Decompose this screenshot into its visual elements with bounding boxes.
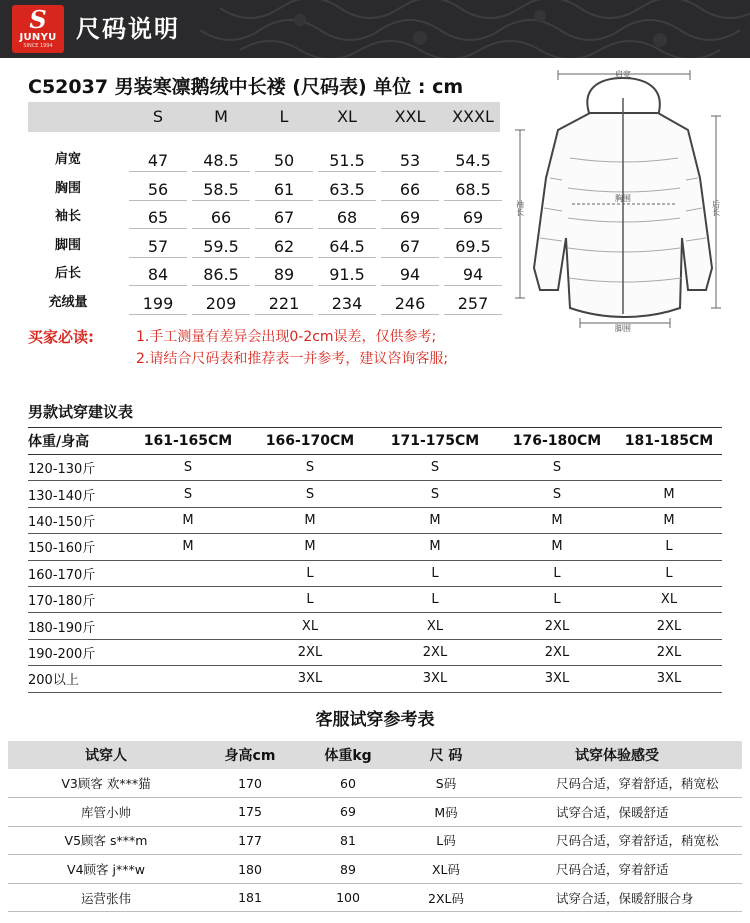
- recommend-row: [28, 666, 722, 692]
- recommend-size-cell: L: [616, 560, 722, 586]
- recommend-row: [28, 534, 722, 560]
- recommend-weight-cell: 160-170斤: [28, 560, 128, 586]
- size-value: 234: [312, 289, 382, 317]
- size-row: [28, 203, 500, 231]
- size-value: 94: [375, 260, 445, 288]
- size-header-cell: M: [214, 107, 228, 126]
- recommend-size-cell: 3XL: [616, 666, 722, 692]
- brand-logo: [12, 5, 64, 53]
- size-value: 53: [375, 146, 445, 174]
- size-header-cell: XL: [337, 107, 357, 126]
- recommend-size-cell: M: [498, 534, 616, 560]
- service-header-row: [8, 741, 742, 769]
- service-cell: 60: [296, 769, 400, 798]
- recommend-row: [28, 639, 722, 665]
- recommend-size-cell: M: [128, 534, 248, 560]
- notice-line-1: 1.手工测量有差异会出现0-2cm误差，仅供参考;: [136, 329, 437, 345]
- size-value: 69: [438, 203, 508, 231]
- size-value: 50: [249, 146, 319, 174]
- service-cell: 尺码合适，穿着舒适，稍宽松: [492, 826, 742, 855]
- size-value: 68: [312, 203, 382, 231]
- size-value: 68.5: [438, 175, 508, 203]
- notice-label: 买家必读:: [28, 328, 94, 346]
- recommend-size-cell: S: [498, 481, 616, 507]
- recommend-size-cell: S: [372, 455, 498, 481]
- recommend-size-cell: L: [248, 586, 372, 612]
- size-value: 56: [123, 175, 193, 203]
- recommend-weight-cell: 180-190斤: [28, 613, 128, 639]
- size-row-label: 脚围: [54, 237, 81, 253]
- recommend-size-cell: 2XL: [616, 639, 722, 665]
- size-value: 84: [123, 260, 193, 288]
- size-value: 63.5: [312, 175, 382, 203]
- recommend-size-cell: 3XL: [498, 666, 616, 692]
- service-row: [8, 769, 742, 798]
- size-value: 94: [438, 260, 508, 288]
- size-value: 51.5: [312, 146, 382, 174]
- service-header-cell: 试穿体验感受: [492, 741, 742, 769]
- recommend-size-cell: XL: [372, 613, 498, 639]
- size-row-label: 充绒量: [48, 295, 88, 310]
- size-header-cell: L: [279, 107, 289, 126]
- service-cell: 177: [204, 826, 296, 855]
- product-size-title: C52037 男装寒凛鹅绒中长褛 (尺码表) 单位 : cm: [28, 76, 464, 98]
- service-cell: 69: [296, 798, 400, 827]
- service-cell: 库管小帅: [8, 798, 204, 827]
- size-row: [28, 175, 500, 203]
- service-row: [8, 826, 742, 855]
- size-value: 209: [186, 289, 256, 317]
- recommend-row: [28, 481, 722, 507]
- size-value: 69.5: [438, 232, 508, 260]
- service-cell: 尺码合适，穿着舒适，稍宽松: [492, 769, 742, 798]
- recommend-size-cell: M: [498, 507, 616, 533]
- size-chart-header: [28, 102, 500, 132]
- size-value: 67: [249, 203, 319, 231]
- service-cell: 180: [204, 855, 296, 884]
- recommend-row: [28, 560, 722, 586]
- shoulder-label: 肩宽: [615, 70, 631, 79]
- recommend-row: [28, 613, 722, 639]
- recommend-weight-cell: 170-180斤: [28, 586, 128, 612]
- recommend-size-cell: L: [498, 586, 616, 612]
- recommend-weight-cell: 150-160斤: [28, 534, 128, 560]
- size-value: 66: [375, 175, 445, 203]
- size-value: 65: [123, 203, 193, 231]
- back-length-label: 后长: [711, 200, 721, 216]
- service-table: [8, 741, 742, 912]
- service-header-cell: 试穿人: [8, 741, 204, 769]
- recommend-size-cell: S: [498, 455, 616, 481]
- recommend-size-cell: 2XL: [498, 639, 616, 665]
- recommend-row: [28, 507, 722, 533]
- size-row: [28, 289, 500, 317]
- recommend-size-cell: [128, 613, 248, 639]
- service-cell: 175: [204, 798, 296, 827]
- size-value: 57: [123, 232, 193, 260]
- size-value: 199: [123, 289, 193, 317]
- size-value: 246: [375, 289, 445, 317]
- recommend-weight-cell: 190-200斤: [28, 639, 128, 665]
- recommend-size-cell: L: [372, 560, 498, 586]
- service-cell: 81: [296, 826, 400, 855]
- size-value: 48.5: [186, 146, 256, 174]
- size-header-cell: S: [152, 107, 164, 126]
- service-cell: 试穿合适，保暖舒适: [492, 798, 742, 827]
- recommend-size-cell: [128, 666, 248, 692]
- size-row-label: 肩宽: [54, 152, 81, 167]
- size-value: 89: [249, 260, 319, 288]
- recommend-size-cell: S: [248, 481, 372, 507]
- recommend-header-row: [28, 428, 722, 455]
- recommend-size-cell: 2XL: [498, 613, 616, 639]
- recommend-size-cell: S: [248, 455, 372, 481]
- recommend-size-cell: L: [372, 586, 498, 612]
- recommend-table: [28, 427, 722, 693]
- recommend-size-cell: L: [616, 534, 722, 560]
- service-cell: XL码: [400, 855, 492, 884]
- recommend-size-cell: [128, 639, 248, 665]
- recommend-row: [28, 586, 722, 612]
- recommend-size-cell: 2XL: [248, 639, 372, 665]
- service-cell: 89: [296, 855, 400, 884]
- service-row: [8, 855, 742, 884]
- service-header-cell: 体重kg: [296, 741, 400, 769]
- size-row: [28, 260, 500, 288]
- recommend-header-cell: 161-165CM: [128, 428, 248, 455]
- jacket-diagram: [510, 68, 735, 336]
- service-header-cell: 身高cm: [204, 741, 296, 769]
- recommend-size-cell: XL: [616, 586, 722, 612]
- sleeve-label: 袖长: [515, 200, 525, 216]
- recommend-size-cell: XL: [248, 613, 372, 639]
- recommend-size-cell: 2XL: [372, 639, 498, 665]
- service-cell: L码: [400, 826, 492, 855]
- service-cell: 运营张伟: [8, 883, 204, 912]
- service-cell: 2XL码: [400, 883, 492, 912]
- service-title: 客服试穿参考表: [315, 710, 435, 730]
- recommend-size-cell: M: [128, 507, 248, 533]
- recommend-size-cell: M: [616, 507, 722, 533]
- recommend-size-cell: [128, 560, 248, 586]
- recommend-size-cell: [616, 455, 722, 481]
- size-row-label: 袖长: [54, 209, 81, 225]
- recommend-size-cell: L: [248, 560, 372, 586]
- recommend-header-cell: 181-185CM: [616, 428, 722, 455]
- size-value: 62: [249, 232, 319, 260]
- size-value: 67: [375, 232, 445, 260]
- recommend-size-cell: M: [372, 507, 498, 533]
- size-row: [28, 146, 500, 174]
- recommend-size-cell: 3XL: [248, 666, 372, 692]
- size-value: 54.5: [438, 146, 508, 174]
- size-row-label: 后长: [54, 266, 81, 282]
- recommend-size-cell: M: [616, 481, 722, 507]
- logo-brand-name: JUNYU: [19, 32, 57, 43]
- size-value: 86.5: [186, 260, 256, 288]
- service-cell: 100: [296, 883, 400, 912]
- service-cell: 181: [204, 883, 296, 912]
- service-cell: 尺码合适，穿着舒适: [492, 855, 742, 884]
- service-cell: V3顾客 欢***猫: [8, 769, 204, 798]
- size-value: 61: [249, 175, 319, 203]
- service-cell: V5顾客 s***m: [8, 826, 204, 855]
- recommend-header-cell: 171-175CM: [372, 428, 498, 455]
- recommend-header-cell: 176-180CM: [498, 428, 616, 455]
- recommend-header-cell: 166-170CM: [248, 428, 372, 455]
- service-cell: 试穿合适，保暖舒服合身: [492, 883, 742, 912]
- hem-label: 脚围: [615, 324, 631, 333]
- logo-letter: S: [29, 5, 47, 34]
- recommend-size-cell: M: [372, 534, 498, 560]
- logo-since: SINCE 1994: [23, 43, 53, 49]
- size-header-cell: XXXL: [452, 107, 494, 126]
- recommend-size-cell: S: [128, 481, 248, 507]
- chest-label: 胸围: [615, 194, 631, 203]
- service-row: [8, 883, 742, 912]
- recommend-size-cell: M: [248, 534, 372, 560]
- size-value: 257: [438, 289, 508, 317]
- service-cell: V4顾客 j***w: [8, 855, 204, 884]
- recommend-title: 男款试穿建议表: [28, 403, 134, 421]
- recommend-weight-cell: 120-130斤: [28, 455, 128, 481]
- recommend-header-cell: 体重/身高: [28, 428, 128, 455]
- recommend-size-cell: S: [128, 455, 248, 481]
- size-value: 221: [249, 289, 319, 317]
- service-cell: M码: [400, 798, 492, 827]
- recommend-size-cell: [128, 586, 248, 612]
- recommend-weight-cell: 200以上: [28, 666, 128, 692]
- recommend-size-cell: L: [498, 560, 616, 586]
- size-value: 64.5: [312, 232, 382, 260]
- notice-line-2: 2.请结合尺码表和推荐表一并参考，建议咨询客服;: [136, 351, 449, 367]
- size-value: 91.5: [312, 260, 382, 288]
- size-row-label: 胸围: [54, 180, 81, 196]
- recommend-size-cell: 3XL: [372, 666, 498, 692]
- size-header-cell: XXL: [394, 107, 426, 126]
- size-value: 69: [375, 203, 445, 231]
- header-banner: [0, 0, 750, 58]
- service-cell: S码: [400, 769, 492, 798]
- recommend-size-cell: M: [248, 507, 372, 533]
- page-title: 尺码说明: [76, 15, 180, 43]
- service-row: [8, 798, 742, 827]
- service-cell: 170: [204, 769, 296, 798]
- recommend-weight-cell: 140-150斤: [28, 507, 128, 533]
- size-value: 59.5: [186, 232, 256, 260]
- service-header-cell: 尺 码: [400, 741, 492, 769]
- size-value: 47: [123, 146, 193, 174]
- recommend-weight-cell: 130-140斤: [28, 481, 128, 507]
- size-value: 66: [186, 203, 256, 231]
- recommend-size-cell: S: [372, 481, 498, 507]
- recommend-row: [28, 455, 722, 481]
- size-row: [28, 232, 500, 260]
- recommend-size-cell: 2XL: [616, 613, 722, 639]
- size-value: 58.5: [186, 175, 256, 203]
